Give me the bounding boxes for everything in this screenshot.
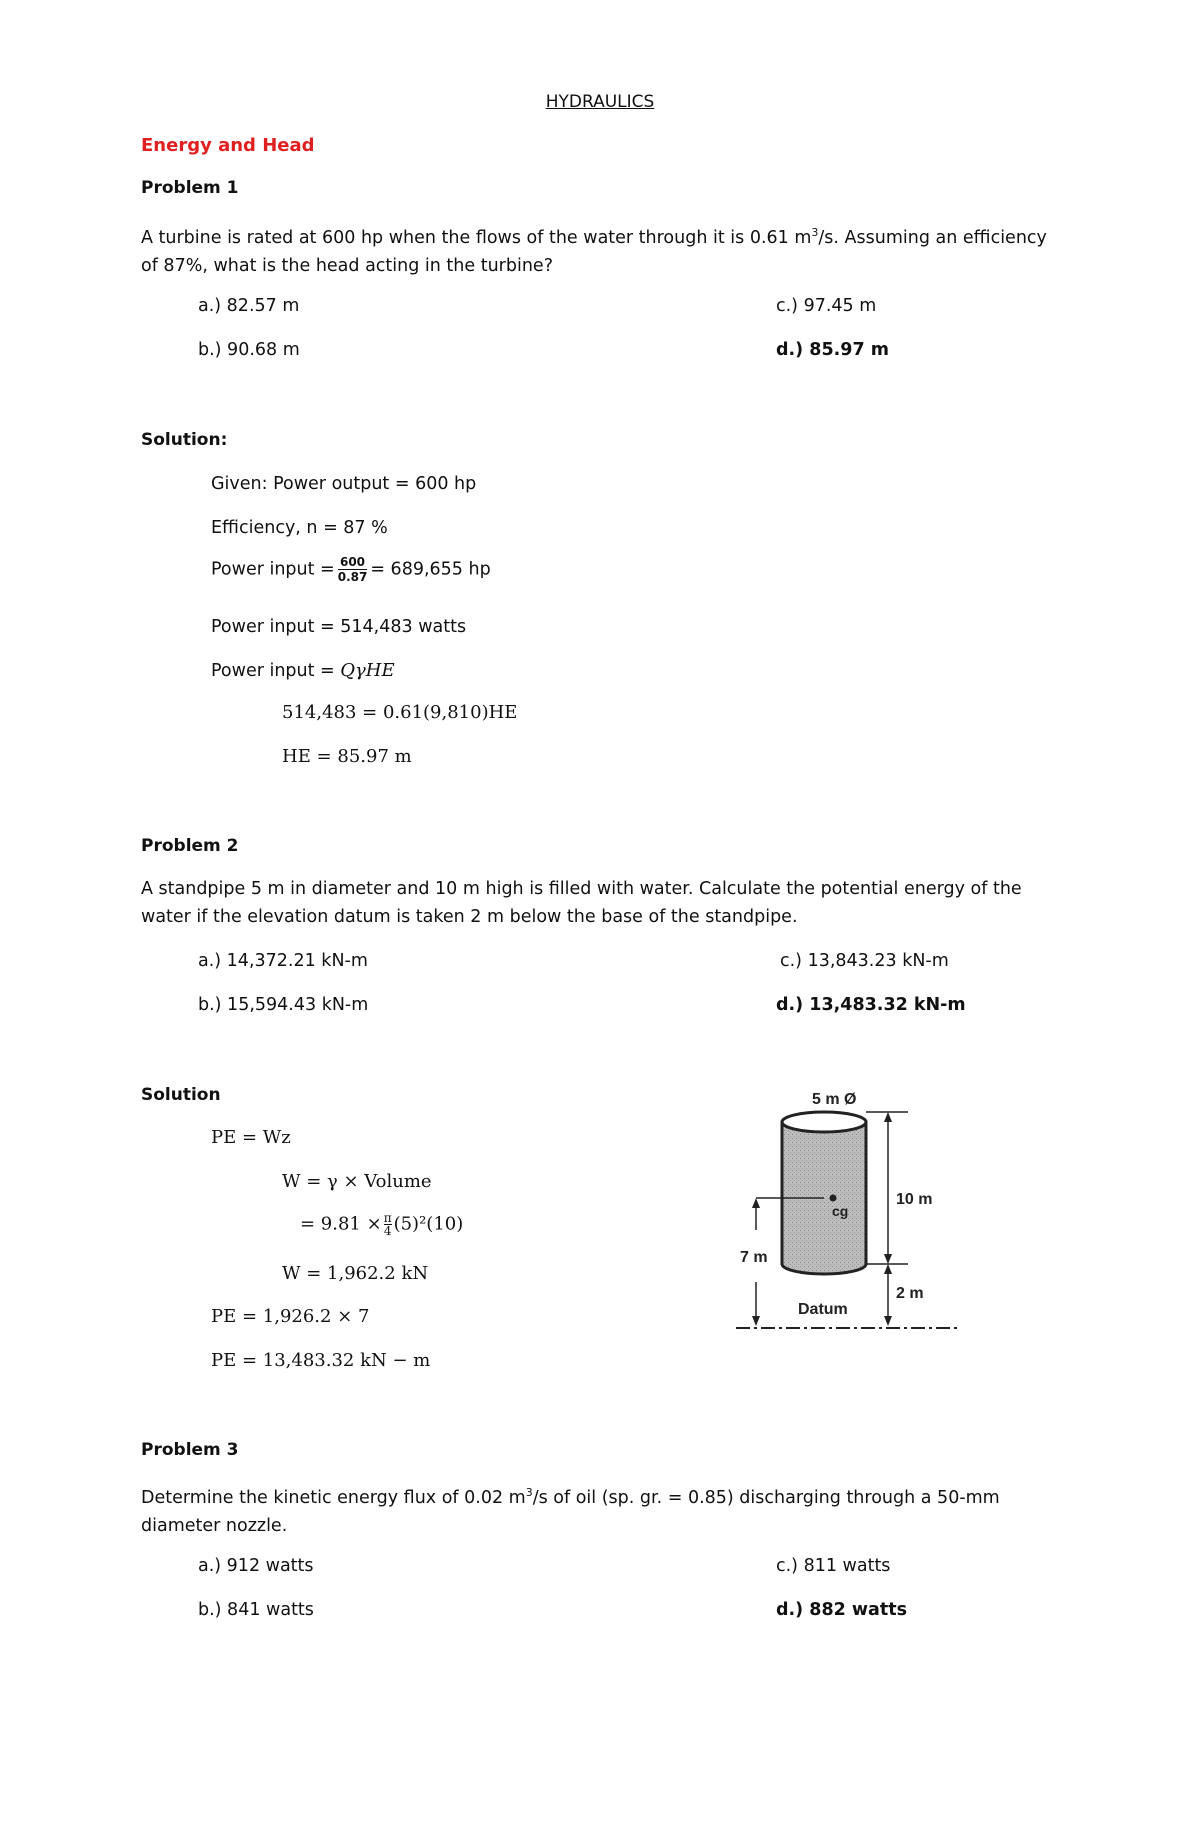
problem-1-statement-line1: A turbine is rated at 600 hp when the flows of the water through it is 0.61 $m^3/s$. Assuming an efficiency (141, 226, 1047, 248)
problem-2-heading: Problem 2 (141, 836, 239, 856)
problem-3-choice-a: a.) 912 watts (198, 1556, 314, 1576)
power-fraction: $\frac{600}{0.87}$ (337, 555, 368, 584)
diameter-label: 5 m Ø (812, 1091, 857, 1108)
problem-3-statement (141, 1479, 1000, 1540)
offset-arrow-up (884, 1264, 892, 1274)
problem-1-statement-line2: of 87%, what is the head acting in the turbine? (141, 255, 553, 276)
problem-2-choice-a: a.) 14,372.21 kN-m (198, 951, 368, 971)
pi-over-four: $\frac{\pi}{4}$ (383, 1211, 392, 1238)
problem-3-heading: Problem 3 (141, 1440, 239, 1460)
problem-3-statement-line2: diameter nozzle. (141, 1515, 288, 1536)
height-arrow-up (884, 1112, 892, 1122)
cg-point (830, 1195, 837, 1202)
height-arrow-down (884, 1254, 892, 1264)
document-title: HYDRAULICS (545, 92, 655, 112)
z-arrow-down (752, 1316, 760, 1326)
problem-3-statement-line1: Determine the kinetic energy flux of 0.02 $m^3/s$ of oil (sp. gr. = 0.85) discharging through a 50-mm (141, 1486, 1000, 1508)
problem-3-choice-c: c.) 811 watts (776, 1556, 891, 1576)
cylinder-top (782, 1112, 866, 1132)
power-input-fraction-line: Power input = $\frac{600}{0.87}$ = 689,655 hp (211, 555, 491, 584)
problem-2-choice-c: c.) 13,843.23 kN-m (780, 951, 949, 971)
problem-2-solution-heading: Solution (141, 1085, 221, 1105)
equation-head-result: HE = 85.97 m (282, 746, 412, 767)
problem-1-heading: Problem 1 (141, 178, 239, 198)
equation-pe-result: PE = 13,483.32 kN − m (211, 1350, 431, 1371)
problem-1-statement (141, 219, 1047, 280)
offset-label: 2 m (896, 1285, 924, 1302)
problem-3-choice-b: b.) 841 watts (198, 1600, 314, 1620)
problem-1-choice-d-answer: d.) 85.97 m (776, 340, 889, 360)
problem-1-choice-a: a.) 82.57 m (198, 296, 300, 316)
equation-weight: W = γ × Volume (282, 1171, 432, 1192)
equation-pe-wz: PE = Wz (211, 1127, 291, 1148)
problem-2-choice-b: b.) 15,594.43 kN-m (198, 995, 369, 1015)
given-line: Given: Power output = 600 hp (211, 474, 477, 494)
problem-3-choice-d-answer: d.) 882 watts (776, 1600, 908, 1620)
problem-2-statement-line1: A standpipe 5 m in diameter and 10 m high is filled with water. Calculate the potential energy of the (141, 879, 1022, 899)
datum-label: Datum (798, 1301, 848, 1318)
problem-1-choice-c: c.) 97.45 m (776, 296, 877, 316)
standpipe-diagram (728, 1082, 968, 1338)
problem-2-statement-line2: water if the elevation datum is taken 2 m below the base of the standpipe. (141, 907, 798, 927)
equation-volume-calc: = 9.81 × $\frac{\pi}{4}$ (5)²(10) (300, 1211, 464, 1238)
equation-weight-result: W = 1,962.2 kN (282, 1263, 429, 1284)
z-arrow-up (752, 1198, 760, 1208)
problem-1-solution-heading: Solution: (141, 430, 228, 450)
power-watts-line: Power input = 514,483 watts (211, 617, 467, 637)
offset-arrow-down (884, 1316, 892, 1326)
equation-pe-product: PE = 1,926.2 × 7 (211, 1306, 370, 1327)
problem-2-statement (141, 875, 1022, 931)
problem-2-choice-d-answer: d.) 13,483.32 kN-m (776, 995, 966, 1015)
cg-label: cg (832, 1203, 849, 1219)
height-label: 10 m (896, 1191, 933, 1208)
section-heading: Energy and Head (141, 135, 315, 156)
equation-substitution: 514,483 = 0.61(9,810)HE (282, 702, 518, 723)
efficiency-line: Efficiency, n = 87 % (211, 518, 388, 538)
z-label: 7 m (740, 1249, 768, 1266)
problem-1-choice-b: b.) 90.68 m (198, 340, 300, 360)
power-formula-line: Power input = QγHE (211, 660, 395, 681)
